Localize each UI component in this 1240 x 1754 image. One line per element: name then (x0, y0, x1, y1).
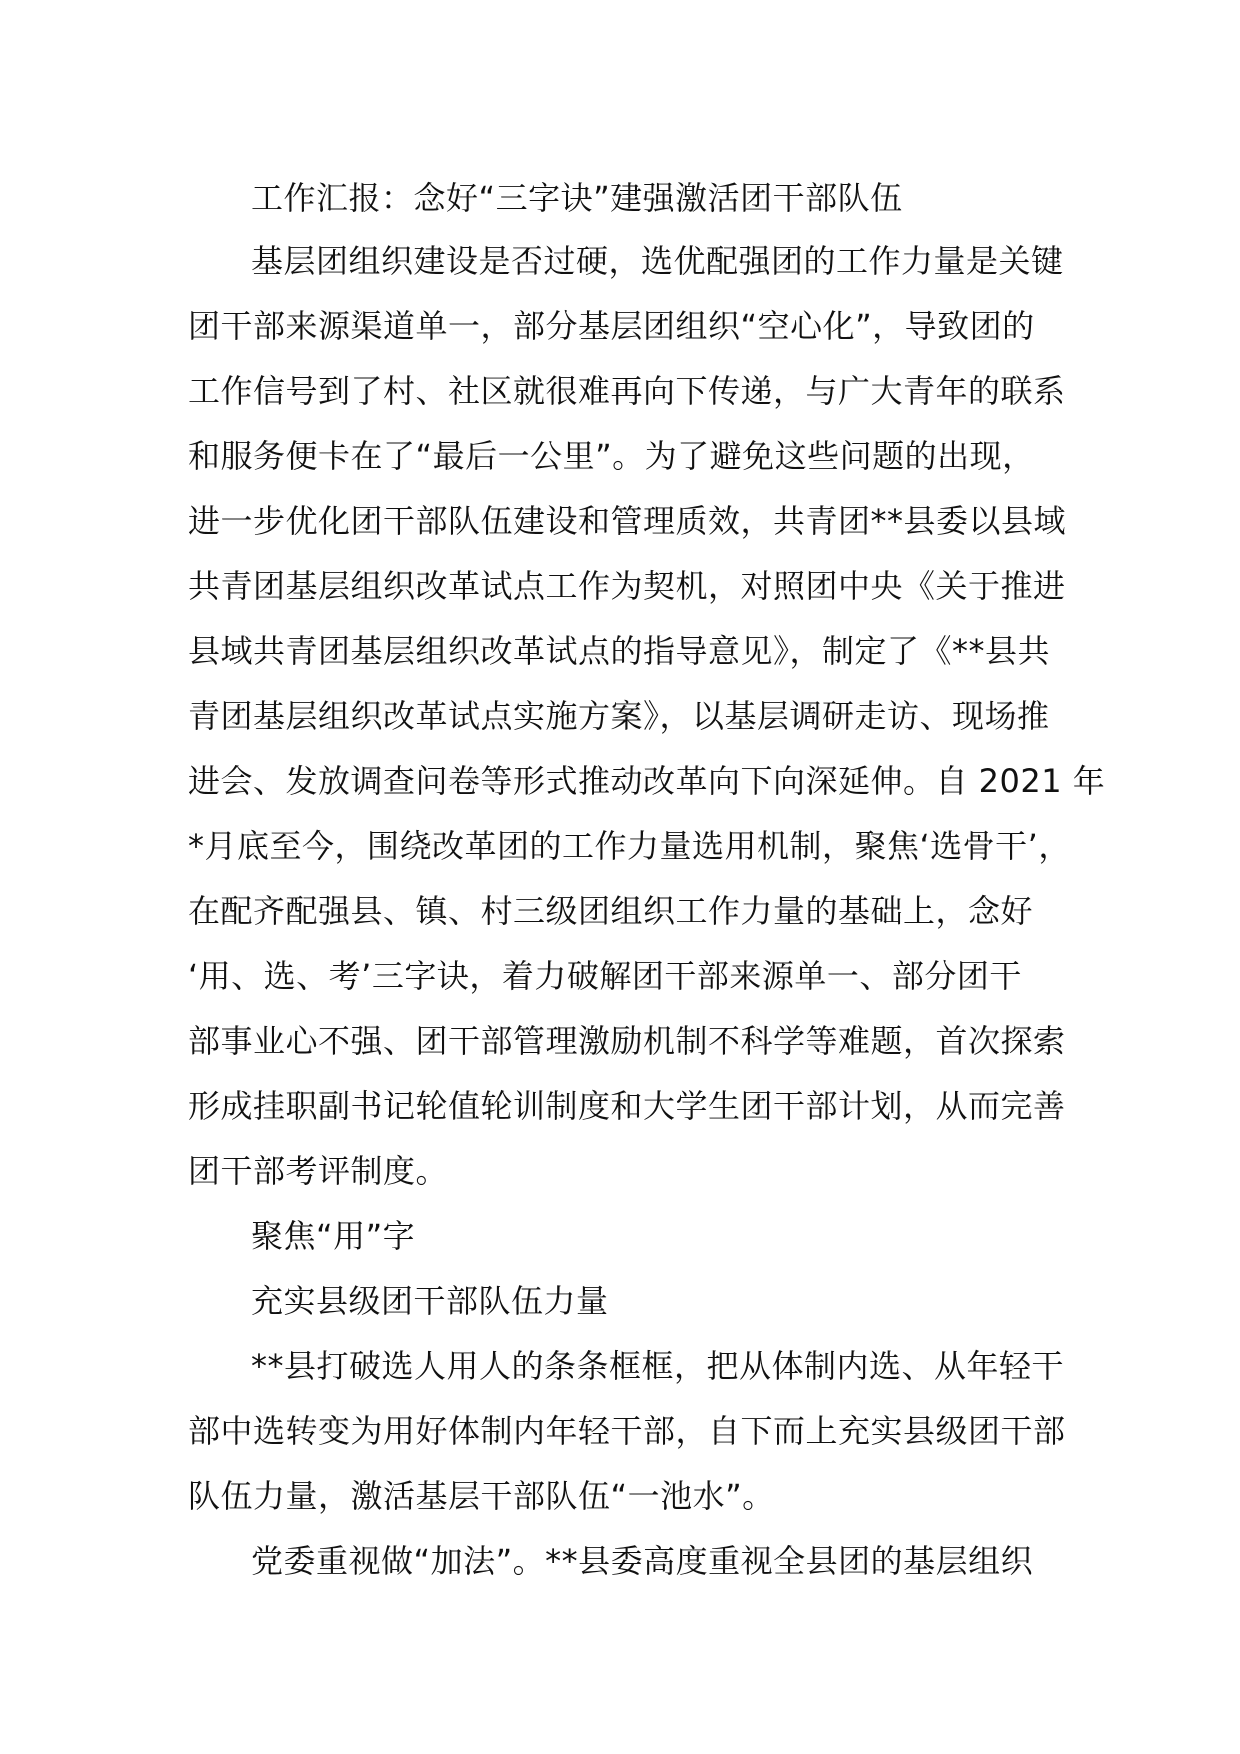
document-title: 工作汇报：念好“三字诀”建强激活团干部队伍 (251, 179, 903, 217)
paragraph-line: 和服务便卡在了“最后一公里”。为了避免这些问题的出现， (188, 437, 1035, 475)
paragraph-line: 工作信号到了村、社区就很难再向下传递，与广大青年的联系 (188, 372, 1066, 410)
paragraph-line: 在配齐配强县、镇、村三级团组织工作力量的基础上，念好 (188, 892, 1034, 930)
paragraph-line: 队伍力量，激活基层干部队伍“一池水”。 (188, 1477, 775, 1515)
paragraph-line: 团干部来源渠道单一，部分基层团组织“空心化”，导致团的 (188, 307, 1035, 345)
section-heading: 聚焦“用”字 (251, 1217, 416, 1255)
paragraph-line: 青团基层组织改革试点实施方案》，以基层调研走访、现场推 (188, 697, 1050, 735)
paragraph-line: 部中选转变为用好体制内年轻干部，自下而上充实县级团干部 (188, 1412, 1066, 1450)
section-subheading: 充实县级团干部队伍力量 (251, 1282, 609, 1320)
paragraph-line: *月底至今，围绕改革团的工作力量选用机制，聚焦‘选骨干’， (188, 827, 1071, 865)
paragraph-line: 部事业心不强、团干部管理激励机制不科学等难题，首次探索 (188, 1022, 1066, 1060)
paragraph-line: 团干部考评制度。 (188, 1152, 449, 1190)
paragraph-line: **县打破选人用人的条条框框，把从体制内选、从年轻干 (251, 1347, 1065, 1385)
paragraph-line: 进一步优化团干部队伍建设和管理质效，共青团**县委以县域 (188, 502, 1067, 540)
paragraph-line: 进会、发放调查问卷等形式推动改革向下向深延伸。自 2021 年 (188, 762, 1106, 800)
paragraph-line: 党委重视做“加法”。**县委高度重视全县团的基层组织 (251, 1542, 1034, 1580)
paragraph-line: 县域共青团基层组织改革试点的指导意见》，制定了《**县共 (188, 632, 1051, 670)
paragraph-line: ‘用、选、考’三字诀，着力破解团干部来源单一、部分团干 (188, 957, 1022, 995)
paragraph-line: 共青团基层组织改革试点工作为契机，对照团中央《关于推进 (188, 567, 1066, 605)
paragraph-line: 基层团组织建设是否过硬，选优配强团的工作力量是关键 (251, 242, 1064, 280)
paragraph-line: 形成挂职副书记轮值轮训制度和大学生团干部计划，从而完善 (188, 1087, 1066, 1125)
